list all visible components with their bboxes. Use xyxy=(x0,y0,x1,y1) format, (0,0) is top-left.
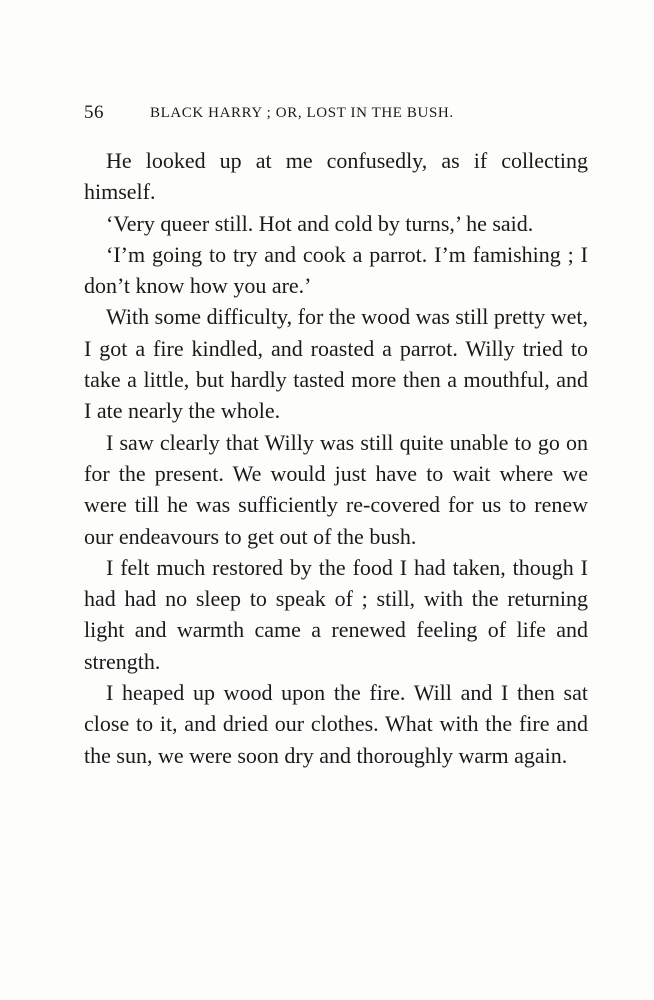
paragraph: I heaped up wood upon the fire. Will and I then sat close to it, and dried our clothes. What with the fire and the sun, we were soon dry and thoroughly warm again. xyxy=(84,680,588,768)
paragraph: ‘I’m going to try and cook a parrot. I’m famishing ; I don’t know how you are.’ xyxy=(84,241,588,299)
paragraph: I felt much restored by the food I had taken, though I had had no sleep to speak of ; still, with the returning light and warmth came a renewed feeling of life and strength. xyxy=(84,554,588,674)
paragraph: I saw clearly that Willy was still quite unable to go on for the present. We would just have to wait where we were till he was sufficiently re-covered for us to renew our endeavours to get out of the bush. xyxy=(84,429,588,549)
page-number: 56 xyxy=(84,102,104,123)
paragraph: He looked up at me confusedly, as if collecting himself. xyxy=(84,148,588,205)
paragraph: With some difficulty, for the wood was still pretty wet, I got a fire kindled, and roasted a parrot. Willy tried to take a little, but hardly tasted more then a mouthful, and I ate nearly the whole. xyxy=(84,304,588,424)
paragraph: ‘Very queer still. Hot and cold by turns,’ he said. xyxy=(106,210,534,236)
body-text xyxy=(84,145,588,771)
running-title: BLACK HARRY ; OR, LOST IN THE BUSH. xyxy=(150,105,454,121)
running-head xyxy=(84,102,584,126)
